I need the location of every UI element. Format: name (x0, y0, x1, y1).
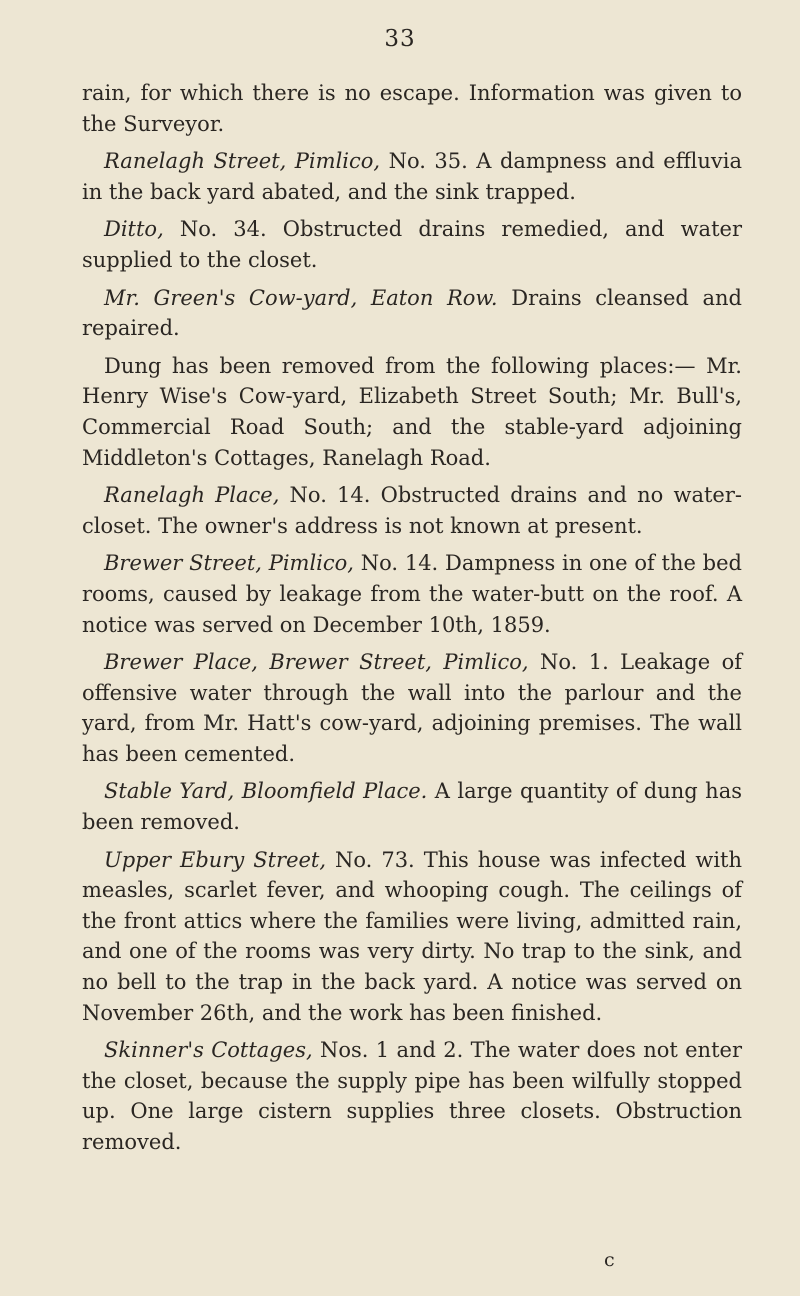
paragraph (82, 214, 742, 275)
place-name: Ditto, (104, 217, 164, 242)
place-name: Ranelagh Place, (104, 483, 280, 508)
paragraph-text: No. 73. This house was infected with measles, scarlet fever, and whooping cough. The ceilings of the front attics where the families were living, admitted rain, and one of the rooms was very dirty. No trap to the sink, and no bell to the trap in the back yard. A notice was served on November 26th, and the work has been finished. (82, 847, 742, 1025)
paragraph-text: Drains cleansed and repaired. (82, 285, 742, 341)
place-name: Brewer Place, Brewer Street, Pimlico, (104, 650, 529, 675)
paragraph (82, 78, 742, 139)
paragraph-text: No. 14. Dampness in one of the bed rooms, caused by leakage from the water-butt on the roof. A notice was served on December 10th, 1859. (82, 551, 742, 637)
place-name: Upper Ebury Street, (104, 847, 327, 872)
paragraph-text: Nos. 1 and 2. The water does not enter the closet, because the supply pipe has been wilfully stopped up. One large cistern supplies three closets. Obstruction removed. (82, 1038, 742, 1154)
paragraph (82, 283, 742, 344)
place-name: Skinner's Cottages, (104, 1038, 313, 1063)
paragraph-text: Dung has been removed from the following places:— Mr. Henry Wise's Cow-yard, Elizabeth Street South; Mr. Bull's, Commercial Road South; and the stable-yard adjoining Middleton's Cottages, Ranelagh Road. (82, 353, 742, 470)
paragraph (82, 146, 742, 207)
paragraph (82, 647, 742, 769)
paragraph-text: A large quantity of dung has been removed. (82, 779, 742, 835)
place-name: Brewer Street, Pimlico, (104, 551, 354, 576)
paragraph-text: No. 35. A dampness and effluvia in the back yard abated, and the sink trapped. (82, 149, 742, 204)
paragraph (82, 548, 742, 640)
paragraph (82, 1035, 742, 1157)
place-name: Mr. Green's Cow-yard, Eaton Row. (104, 285, 498, 310)
paragraph-text: rain, for which there is no escape. Information was given to the Surveyor. (82, 81, 742, 136)
paragraph (82, 480, 742, 541)
page-number: 33 (384, 26, 416, 52)
paragraph (82, 351, 742, 473)
place-name: Ranelagh Street, Pimlico, (104, 149, 381, 174)
body-text (82, 78, 742, 1165)
paragraph-text: No. 34. Obstructed drains remedied, and water supplied to the closet. (82, 217, 742, 272)
paragraph (82, 845, 742, 1029)
paragraph-text: No. 14. Obstructed drains and no water-closet. The owner's address is not known at present. (82, 483, 742, 538)
paragraph-text: No. 1. Leakage of offensive water through the wall into the parlour and the yard, from Mr. Hatt's cow-yard, adjoining premises. The wall has been cemented. (82, 650, 742, 766)
place-name: Stable Yard, Bloomfield Place. (104, 779, 428, 804)
paragraph (82, 776, 742, 837)
signature-mark: c (604, 1249, 615, 1271)
